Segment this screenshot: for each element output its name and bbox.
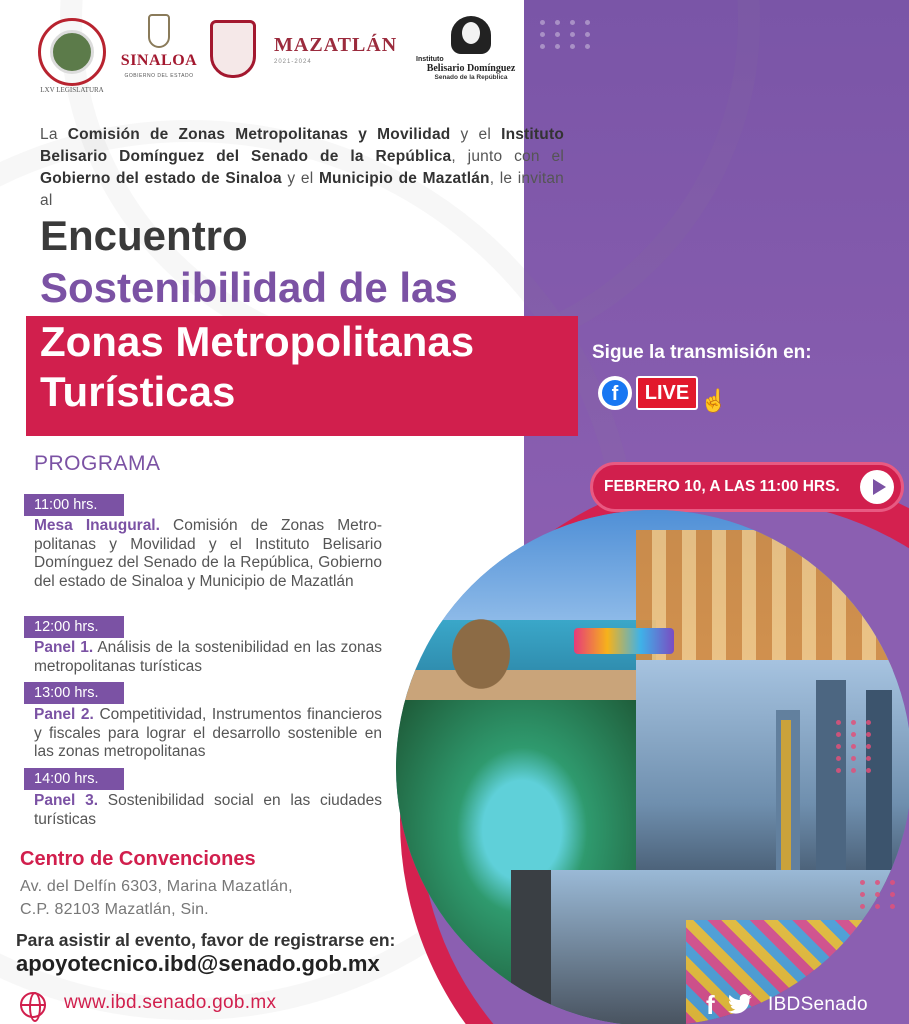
decorative-dots (860, 880, 898, 909)
ibd-logo-line1: Instituto (416, 56, 444, 63)
program-item (34, 639, 382, 676)
sinaloa-crest-icon (148, 14, 170, 48)
sinaloa-logo (114, 14, 204, 79)
logo-bar (32, 14, 522, 94)
eagle-emblem-icon (50, 30, 94, 74)
time-tab: 12:00 hrs. (24, 616, 124, 638)
time-tab: 14:00 hrs. (24, 768, 124, 790)
intro-municipality: Municipio de Mazatlán (318, 170, 490, 187)
venue-name: Centro de Convenciones (20, 848, 256, 870)
title-line-2: Sostenibilidad de las (40, 264, 458, 311)
venue-address-line1: Av. del Delfín 6303, Marina Mazatlán, (20, 878, 293, 895)
senado-seal-caption: LXV LEGISLATURA (40, 86, 104, 94)
program-heading: PROGRAMA (34, 452, 161, 475)
sinaloa-logo-name: SINALOA (120, 52, 198, 69)
intro-government: Gobierno del estado de Sinaloa (40, 170, 282, 187)
live-button[interactable]: LIVE (636, 376, 698, 410)
website-link[interactable]: www.ibd.senado.gob.mx (64, 992, 277, 1013)
destination-photo-collage (396, 510, 909, 1024)
mazatlan-logo-years: 2021-2024 (274, 59, 312, 65)
title-line-4: Turísticas (40, 368, 236, 415)
ibd-logo (416, 16, 526, 81)
play-icon[interactable] (860, 470, 894, 504)
registration-label: Para asistir al evento, favor de registrarse en: (16, 930, 396, 950)
title-line-3: Zonas Metropolitanas (40, 318, 475, 365)
program-item-title: Panel 1. (34, 639, 94, 656)
program-item (34, 792, 382, 829)
ibd-logo-line3: Senado de la República (434, 74, 508, 81)
program-item-title: Mesa Inaugural. (34, 517, 160, 534)
intro-institute: Instituto Belisario Domínguez del Senado de la República (40, 126, 564, 165)
time-tab: 11:00 hrs. (24, 494, 124, 516)
mazatlan-shield-icon (210, 20, 256, 78)
senado-seal-logo (38, 18, 106, 86)
registration-email-link[interactable]: apoyotecnico.ibd@senado.gob.mx (16, 951, 380, 976)
mazatlan-logo-name: MAZATLÁN (274, 34, 398, 56)
intro-commission: Comisión de Zonas Metropolitanas y Movilidad (67, 126, 451, 143)
facebook-icon: f (602, 380, 628, 406)
program-item (34, 517, 382, 591)
globe-icon (20, 992, 46, 1018)
time-tab: 13:00 hrs. (24, 682, 124, 704)
venue-address-line2: C.P. 82103 Mazatlán, Sin. (20, 901, 209, 918)
invitation-intro: La Comisión de Zonas Metropolitanas y Movilidad y el Instituto Belisario Domínguez del Senado de la República, junto con el Gobierno del estado de Sinaloa y el Municipio de Mazatlán, le invitan al (40, 126, 564, 209)
program-item-text: Competitividad, Instrumentos financieros y fiscales para lograr el desarrollo sostenible en las zonas metropolitanas (34, 706, 382, 760)
mazatlan-logo (274, 34, 414, 65)
social-handle: IBDSenado (768, 994, 868, 1015)
facebook-button[interactable] (598, 376, 632, 410)
program-item-title: Panel 2. (34, 706, 94, 723)
transmission-label: Sigue la transmisión en: (592, 342, 812, 363)
event-date: FEBRERO 10, A LAS 11:00 HRS. (604, 478, 840, 495)
program-item-title: Panel 3. (34, 792, 99, 809)
decorative-dots (836, 720, 874, 773)
program-item-text: Comisión de Zonas Metro-politanas y Movilidad y el Instituto Belisario Domínguez del Senado de la República, Gobierno del estado de Sinaloa y Municipio de Mazatlán (34, 517, 382, 590)
belisario-portrait-icon (451, 16, 491, 54)
twitter-icon[interactable] (728, 994, 752, 1014)
ibd-logo-line2: Belisario Domínguez (426, 63, 516, 74)
program-item-text: Análisis de la sostenibilidad en las zonas metropolitanas turísticas (34, 639, 383, 675)
decorative-dots (540, 20, 593, 49)
program-item-text: Sostenibilidad social en las ciudades turísticas (34, 792, 382, 828)
program-item (34, 706, 382, 762)
facebook-footer-icon[interactable]: f (706, 990, 715, 1020)
title-line-1: Encuentro (40, 212, 248, 259)
sinaloa-logo-sub: GOBIERNO DEL ESTADO (124, 73, 194, 79)
pointer-hand-icon: ☝ (700, 388, 728, 413)
